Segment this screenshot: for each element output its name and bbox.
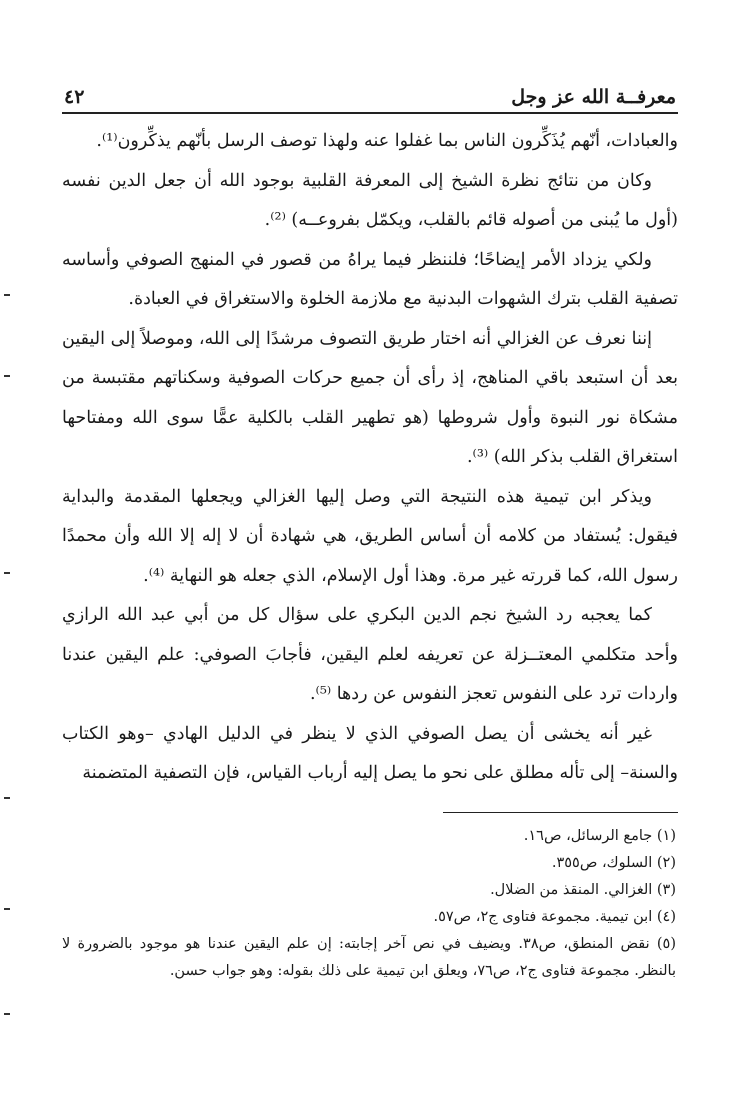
- page-header: [62, 78, 678, 114]
- paragraph: ولكي يزداد الأمر إيضاحًا؛ فلننظر فيما يراهُ من قصور في المنهج الصوفي وأساسه تصفية القلب بترك الشهوات البدنية مع ملازمة الخلوة والاستغراق في العبادة.: [62, 249, 678, 309]
- footnote: (١) جامع الرسائل، ص١٦.: [523, 827, 676, 844]
- margin-mark: [4, 1013, 10, 1015]
- page: [62, 78, 678, 985]
- footnote: (٢) السلوك، ص٣٥٥.: [551, 854, 676, 871]
- margin-mark: [4, 908, 10, 910]
- body-text: [62, 122, 678, 794]
- margin-mark: [4, 797, 10, 799]
- paragraph: إننا نعرف عن الغزالي أنه اختار طريق التصوف مرشدًا إلى الله، وموصلاً إلى اليقين بعد أن استبعد باقي المناهج، إذ رأى أن جميع حركات الصوفية وسكناتهم مقتبسة من مشكاة نور النبوة وأول شروطها (هو تطهير القلب بالكلية عمًّا سوى الله ومفتاحها استغراق القلب بذكر الله) ⁽³⁾.: [62, 328, 678, 467]
- margin-mark: [4, 294, 10, 296]
- running-title: معرفــة الله عز وجل: [511, 86, 676, 108]
- page-number: ٤٢: [64, 86, 85, 108]
- paragraph: وكان من نتائج نظرة الشيخ إلى المعرفة القلبية بوجود الله أن جعل الدين نفسه (أول ما يُبنى من أصوله قائم بالقلب، ويكمّل بفروعــه) ⁽²⁾.: [62, 170, 678, 230]
- footnote: (٤) ابن تيمية. مجموعة فتاوى ج٢، ص٥٧.: [433, 908, 676, 925]
- footnote: (٥) نقض المنطق، ص٣٨. ويضيف في نص آخر إجابته: إن علم اليقين عندنا هو موجود بالضرورة لا بالنظر. مجموعة فتاوى ج٢، ص٧٦، ويعلق ابن تيمية على ذلك بقوله: وهو جواب حسن.: [62, 935, 676, 979]
- footnotes: [62, 823, 678, 985]
- paragraph: كما يعجبه رد الشيخ نجم الدين البكري على سؤال كل من أبي عبد الله الرازي وأحد متكلمي المعتــزلة عن تعريفه لعلم اليقين، فأجابَ الصوفي: علم اليقين عندنا واردات ترد على النفوس تعجز النفوس عن ردها ⁽⁵⁾.: [62, 605, 678, 704]
- footnote: (٣) الغزالي. المنقذ من الضلال.: [490, 881, 676, 898]
- footnote-separator: [443, 812, 678, 813]
- margin-mark: [4, 572, 10, 574]
- paragraph: ويذكر ابن تيمية هذه النتيجة التي وصل إليها الغزالي ويجعلها المقدمة والبداية فيقول: يُستفاد من كلامه أن أساس الطريق، هي شهادة أن لا إله إلا الله وأن محمدًا رسول الله، كما قررته غير مرة. وهذا أول الإسلام، الذي جعله هو النهاية ⁽⁴⁾.: [62, 486, 678, 586]
- paragraph: غير أنه يخشى أن يصل الصوفي الذي لا ينظر في الدليل الهادي –وهو الكتاب والسنة– إلى تأله مطلق على نحو ما يصل إليه أرباب القياس، فإن التصفية المتضمنة: [62, 723, 678, 783]
- margin-mark: [4, 375, 10, 377]
- paragraph: والعبادات، أنّهم يُذَكِّرون الناس بما غفلوا عنه ولهذا توصف الرسل بأنّهم يذكِّرون⁽¹⁾.: [96, 131, 678, 151]
